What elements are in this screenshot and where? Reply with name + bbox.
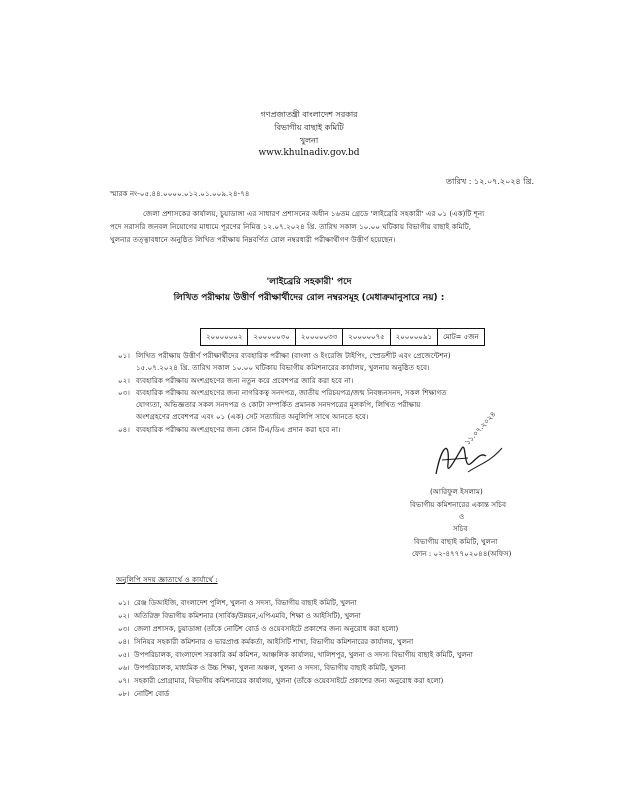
note-2-number: ০২। — [118, 376, 130, 385]
roll-cell: ২০০০০০৯১ — [390, 329, 437, 346]
roll-cell: ২০০০০০৩০ — [248, 329, 295, 346]
post-title: 'লাইব্রেরি সহকারী' পদে — [266, 277, 352, 287]
copy-heading: অনুলিপি সদয় জ্ঞাতার্থে ও কার্যার্থে : — [116, 575, 218, 584]
roll-cell: ২০০০০০৭৫ — [343, 329, 390, 346]
roll-number-table — [200, 328, 485, 346]
total-cell: মোট= ৫জন — [438, 329, 485, 346]
signature-date: ১১.০৭.২০২৪ — [462, 409, 498, 447]
list-item — [118, 689, 169, 700]
intro-line-3: খুলনার তত্ত্বাবধানে অনুষ্ঠিত লিখিত পরীক্ষায় নিম্নবর্ণিত রোল নম্বরধারী পরীক্ষার্থীগণ উত্তীর্ণ হয়েছেন। — [110, 235, 396, 244]
note-3-line-2: যোগ্যতা, অভিজ্ঞতার সকল সনদপত্র ও কোটা সম্পর্কিত প্রমানক সনদপত্রের মূলকপি, লিখিত পরীক্ষায় — [136, 400, 421, 409]
intro-line-1: জেলা প্রশাসকের কার্যালয়, চুয়াডাঙ্গা এর সাধারণ প্রশাসনের অধীন ১৬তম গ্রেডে 'লাইব্রেরি সহকারী' এর ০১ (এক)টি শূন্য — [143, 209, 485, 218]
note-2-line-1: ব্যবহারিক পরীক্ষায় অংশগ্রহণের জন্য নতুন করে প্রবেশপত্র জারি করা হবে না। — [136, 376, 354, 385]
roll-cell: ২০০০০০০২ — [201, 329, 248, 346]
header-website-link[interactable]: www.khulnadiv.gov.bd — [258, 148, 360, 158]
intro-line-2: পদে সরাসরি জনবল নিয়োগের মাধ্যমে পূরণের নিমিত্ত ১২.০৭.২০২৪ খ্রি. তারিখ সকাল ১০.০০ ঘটিকায় বিভাগীয় বাছাই কমিটি, — [110, 222, 472, 231]
list-item-number: ০৩। — [118, 625, 130, 633]
signatory-phone: ফোন : ০২-৪৭৭৭০২০৪৪(অফিস) — [412, 549, 512, 558]
note-1-line-2: ১৫.০৭.২০২৪ খ্রি. তারিখ সকাল ১০.০০ ঘটিকায় বিভাগীয় কমিশনারের কার্যালয়, খুলনায় অনুষ্ঠিত হবে। — [136, 363, 430, 372]
list-item — [118, 624, 398, 635]
note-3-line-1: ব্যবহারিক পরীক্ষায় অংশগ্রহণের জন্য নাগরিকত্ব সনদপত্র, জাতীয় পরিচয়পত্র/জন্ম নিবন্ধনসনদ, সকল শিক্ষাগত — [136, 388, 447, 397]
signatory-designation-1: বিভাগীয় কমিশনারের একান্ত সচিব — [410, 500, 507, 509]
roll-cell: ২০০০০০৩৩ — [295, 329, 342, 346]
header-city: খুলনা — [299, 136, 319, 145]
memo-number: স্মারক নং-০৫.৪৪.০০০০.০১২.০১.০০৯.২৪-৭৪ — [110, 189, 250, 198]
list-item-number: ০৫। — [118, 651, 130, 659]
list-item-number: ০২। — [118, 612, 130, 620]
list-item-text: অতিরিক্ত বিভাগীয় কমিশনার (সার্বিক/উন্নয়ন,এপিএমবি, শিক্ষা ও আইসিটি), খুলনা — [134, 612, 361, 620]
list-item — [118, 663, 405, 674]
issue-date: তারিখ : ১২.০৭.২০২৪ খ্রি. — [446, 177, 535, 186]
note-1-line-1: লিখিত পরীক্ষায় উত্তীর্ণ পরীক্ষার্থীদের ব্যবহারিক পরীক্ষা (বাংলা ও ইংরেজি টাইপিং, স্প্রেডশীট এবং প্রেজেন্টেশন) — [136, 351, 451, 360]
note-3-number: ০৩। — [118, 388, 130, 397]
result-subtitle: লিখিত পরীক্ষায় উত্তীর্ণ পরীক্ষার্থীদের রোল নম্বরসমূহ (মেধাক্রমানুসারে নয়) : — [173, 293, 445, 303]
list-item-number: ০৬। — [118, 664, 130, 672]
list-item — [118, 637, 413, 648]
list-item-number: ০৮। — [118, 690, 130, 698]
header-government: গণপ্রজাতন্ত্রী বাংলাদেশ সরকার — [260, 110, 358, 119]
list-item — [118, 650, 473, 661]
list-item-number: ০৭। — [118, 677, 130, 685]
note-1-number: ০১। — [118, 351, 130, 360]
list-item-number: ০৪। — [118, 638, 130, 646]
list-item-text: নোটিশ বোর্ড — [134, 690, 170, 698]
list-item — [118, 598, 356, 609]
note-3-line-3: অংশগ্রহণের প্রবেশপত্র এবং ০১ (এক) সেট সত্যায়িত অনুলিপি সাথে আনতে হবে। — [136, 412, 369, 421]
note-4-line-1: ব্যবহারিক পরীক্ষায় অংশগ্রহণের জন্য কোন টিএ/ডিএ প্রদান করা হবে না। — [136, 425, 341, 434]
signatory-designation-2: সচিব — [453, 524, 468, 533]
list-item-text: সিনিয়র সহকারী কমিশনার ও ভারপ্রাপ্ত কর্মকর্তা, আইসিটি শাখা, বিভাগীয় কমিশনারের কার্যালয়, খুলনা — [134, 638, 414, 646]
table-row — [201, 329, 485, 346]
list-item-text: উপপরিচালক, মাধ্যমিক ও উচ্চ শিক্ষা, খুলনা অঞ্চল, খুলনা ও সদস্য, বিভাগীয় বাছাই কমিটি, খুলনা — [134, 664, 406, 672]
header-committee: বিভাগীয় বাছাই কমিটি — [274, 123, 344, 132]
list-item — [118, 611, 361, 622]
signatory-designation-3: বিভাগীয় বাছাই কমিটি, খুলনা — [414, 537, 498, 546]
list-item-text: সহকারী প্রোগ্রামার, বিভাগীয় কমিশনারের কার্যালয়, খুলনা (তাঁকে ওয়েবসাইটে প্রকাশের জন্য অনুরোধ করা হলো) — [134, 677, 444, 685]
signatory-and: ও — [459, 512, 465, 521]
signatory-name: (আরিফুল ইসলাম) — [430, 487, 483, 496]
list-item-text: উপপরিচালক, বাংলাদেশ সরকারি কর্ম কমিশন, আঞ্চলিক কার্যালয়, খালিশপুর, খুলনা ও সদস্য বিভাগীয় বাছাই কমিটি, খুলনা — [134, 651, 473, 659]
note-4-number: ০৪। — [118, 425, 130, 434]
list-item-number: ০১। — [118, 599, 130, 607]
list-item-text: জেলা প্রশাসক, চুয়াডাঙ্গা (তাঁকে নোটিশ বোর্ড ও ওয়েবসাইটে প্রকাশের জন্য অনুরোধ করা হলো) — [134, 625, 399, 633]
list-item-text: রেঞ্জ ডিআইজি, বাংলাদেশ পুলিশ, খুলনা ও সদস্য, বিভাগীয় বাছাই কমিটি, খুলনা — [134, 599, 357, 607]
list-item — [118, 676, 443, 687]
